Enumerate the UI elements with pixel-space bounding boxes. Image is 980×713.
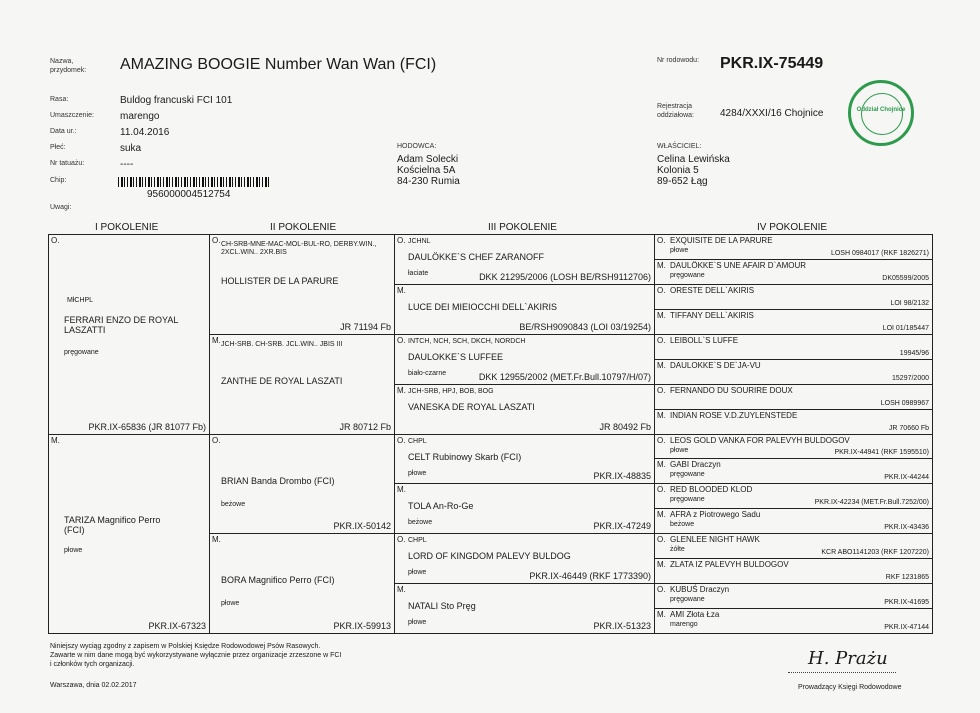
pedigree-cell-g1-1 [48,434,210,635]
gen-2-header: II POKOLENIE [270,222,337,233]
dog-color: pręgowane [670,271,705,279]
sex-marker: O. [657,236,666,245]
dog-name: AFRA z Piotrowego Sadu [670,510,761,520]
signature-line [788,672,896,673]
dog-reg: PKR.IX-67323 [148,621,206,631]
dog-reg: RKF 1231865 [885,574,929,582]
dog-name: DAULOKKE`S DE`JA-VU [670,360,761,370]
dog-color: pręgowane [670,496,705,504]
dog-reg: KCR ABO1141203 (RKF 1207220) [821,549,929,557]
pedigree-cell-g3-7 [394,583,655,634]
pedigree-cell-g4-6 [654,384,933,410]
tattoo-label: Nr tatuażu: [50,160,85,167]
breeder-street: Kościelna 5A [397,165,456,176]
dog-title: CHPL [408,537,427,545]
dog-name: HOLLISTER DE LA PARURE [221,276,339,286]
sex-marker: O. [212,435,221,445]
dog-color: pręgowane [670,471,705,479]
dog-reg: PKR.IX-44244 [884,474,929,482]
sex-marker: O. [657,585,666,595]
signature-scribble: H. Prażu [808,648,888,669]
dog-reg: PKR.IX-47144 [884,624,929,631]
disclaimer [50,642,341,669]
dog-name: BRIAN Banda Drombo (FCI) [221,475,335,486]
dog-reg: PKR.IX-48835 [593,471,651,482]
sex-marker: M. [657,360,666,370]
breeder-label: HODOWCA: [397,143,437,150]
breeder-name: Adam Solecki [397,154,459,165]
dog-name: RED BLOODED KLOD [670,485,753,495]
dog-reg: JR 70660 Fb [888,424,929,432]
dog-name: LEOS GOLD VANKA FOR PALEVYH BULDOGOV [670,435,850,445]
pedigree-cell-g4-12 [654,533,933,559]
dog-color: beżowe [221,500,246,508]
dog-reg: DKK 21295/2006 (LOSH BE/RSH9112706) [479,271,651,282]
tattoo: ---- [120,159,134,170]
pedigree-cell-g3-0 [394,234,655,285]
dog-name: FERRARI ENZO DE ROYAL LASZATTI [64,315,179,335]
sex-marker: M. [657,560,666,570]
sex-marker: O. [657,285,666,295]
chip-barcode [118,177,270,187]
sex-marker: M. [397,385,406,395]
dog-name: LUCE DEI MIEIOCCHI DELL`AKIRIS [408,301,558,312]
dog-reg: PKR.IX-50142 [333,521,391,532]
owner-name: Celina Lewińska [657,154,730,165]
pedigree-cell-g2-3 [209,533,395,634]
sex-marker: M. [657,610,666,620]
pedigree-cell-g2-0 [209,234,395,335]
sex-marker: O. [397,535,406,545]
dog-name: LEIBOLL`S LUFFE [670,335,739,345]
dog-color: płowe [64,546,83,554]
sex-marker: O. [657,335,666,345]
color-label: Umaszczenie: [50,112,94,119]
pedigree-cell-g3-2 [394,334,655,385]
pedigree-cell-g4-2 [654,284,933,310]
color: marengo [120,111,160,122]
sex-marker: M. [657,260,666,270]
dog-reg: 15297/2000 [892,374,929,382]
pedigree-cell-g2-2 [209,434,395,535]
sex-marker: M. [657,310,666,320]
pedigree-cell-g4-5 [654,359,933,385]
dog-title: MłCHPL [67,297,94,304]
sex-marker: M. [657,460,666,470]
pedigree-cell-g4-9 [654,458,933,484]
dog-title: JCH-SRB, HPJ, BOB, BOG [408,387,494,395]
dog-name: NATALI Sto Pręg [408,601,476,612]
owner-city: 89-652 Łąg [657,176,708,187]
dog-color: żółte [670,546,685,554]
dog-reg: PKR.IX-46449 (RKF 1773390) [529,571,651,582]
dog-name: GLENLEE NIGHT HAWK [670,535,760,545]
issue-date: Warszawa, dnia 02.02.2017 [50,682,137,689]
dog-reg: PKR.IX-43436 [884,524,929,532]
pedigree-cell-g4-14 [654,583,933,609]
pedigree-cell-g3-6 [394,533,655,584]
sex-marker: O. [397,335,406,345]
dog-reg: LOI 98/2132 [890,299,929,307]
club-stamp [848,80,914,146]
dog-name: GABI Draczyn [670,460,721,470]
dog-reg: PKR.IX-47249 [593,521,651,532]
sex-marker: M. [397,585,406,595]
dog-color: pręgowane [670,596,705,604]
sex-label: Płeć: [50,144,66,151]
pedigree-cell-g4-10 [654,483,933,509]
sex-marker: O. [657,535,666,545]
dog-title: INTCH, NCH, SCH, DKCH, NORDCH [408,337,526,345]
dog-title: CHPL [408,437,427,445]
pedigree-cell-g2-1 [209,334,395,435]
pedigree-number: PKR.IX-75449 [720,55,824,72]
pedigree-cell-g4-15 [654,608,933,634]
dog-name: ZANTHE DE ROYAL LASZATI [221,375,343,386]
dog-reg: JR 80712 Fb [339,421,391,432]
owner-label: WŁAŚCICIEL: [657,143,702,150]
pedigree-cell-g4-11 [654,508,933,534]
sex-marker: M. [397,285,406,295]
dog-color: pręgowane [64,349,99,356]
pedigree-cell-g4-0 [654,234,933,260]
dog-name: ZLATA IZ PALEVYH BULDOGOV [670,560,789,570]
dog-reg: PKR.IX-42234 (MET.Fr.Bull.7252/00) [814,499,929,507]
disclaimer-line-2: Zawarte w nim dane mogą być wykorzystywane wyłącznie przez organizacje zrzeszone w FCI [50,652,342,659]
dog-name: TIFFANY DELL`AKIRIS [670,310,754,320]
pedigree-cell-g3-5 [394,483,655,534]
disclaimer-line-3: i członków tych organizacji. [50,661,135,668]
dog-reg: PKR.IX-41695 [884,599,929,607]
dob: 11.04.2016 [120,127,170,138]
pedigree-cell-g3-4 [394,434,655,485]
dog-reg: PKR.IX-51323 [593,621,651,631]
owner-street: Kolonia 5 [657,165,699,176]
gen-1-header: I POKOLENIE [95,222,159,233]
dog-title: JCHNL [408,238,431,245]
dog-name: DAULÖKKE`S CHEF ZARANOFF [408,252,545,262]
gen-4-header: IV POKOLENIE [757,222,828,233]
reg-label: Nr rodowodu: [657,57,700,64]
sex-marker: M. [212,535,221,545]
sex-marker: M. [51,435,60,445]
dog-reg: LOSH 0989967 [880,399,929,407]
dog-reg: JR 71194 Fb [340,321,391,332]
dog-color: płowe [670,446,689,454]
dog-color: płowe [670,247,689,254]
chip-label: Chip: [50,177,67,184]
sex-marker: O. [657,485,666,495]
branch-registration: 4284/XXXI/16 Chojnice [720,108,824,119]
breed: Buldog francuski FCI 101 [120,95,233,106]
dog-color: biało-czarne [408,369,447,377]
dog-name: FERNANDO DU SOURIRE DOUX [670,385,793,395]
branch-label: Rejestracja oddziałowa: [657,103,694,119]
dog-title: JCH-SRB. CH-SRB. JCL.WIN.. JBIS III [221,340,343,348]
sex-marker: O. [397,435,406,445]
breed-label: Rasa: [50,96,69,103]
sex-marker: M. [657,410,666,420]
breeder-info [397,154,460,187]
sex-marker: O. [657,385,666,395]
chip-number: 956000004512754 [147,189,231,200]
pedigree-cell-g4-3 [654,309,933,335]
stamp-text: Oddział Chojnice [856,107,906,113]
dog-title: CH-SRB-MNE-MAC-MOL-BUL-RO, DERBY.WIN., 2XCL.WIN.. 2XR.BIS [221,241,377,256]
breeder-city: 84-230 Rumia [397,176,460,187]
dog-name: CELT Rubinowy Skarb (FCI) [408,451,522,462]
sex-marker: O. [51,236,60,245]
dog-name: TARIZA Magnifico Perro (FCI) [64,514,161,535]
dog-reg: PKR.IX-65836 (JR 81077 Fb) [88,421,206,432]
pedigree-cell-g4-8 [654,434,933,460]
dog-reg: JR 80492 Fb [599,421,651,432]
dog-color: beżowe [408,519,433,527]
dog-reg: PKR.IX-44941 (RKF 1595510) [834,449,929,457]
dog-color: łaciate [408,270,429,277]
dog-name: ORESTE DELL`AKIRIS [670,285,755,295]
pedigree-cell-g3-1 [394,284,655,335]
pedigree-cell-g4-4 [654,334,933,360]
dog-name: DAULÖKKE`S UNE AFAIR D`AMOUR [670,260,807,270]
dog-color: płowe [221,600,240,608]
sex-marker: M. [397,485,406,495]
pedigree-cell-g4-7 [654,409,933,435]
dog-color: beżowe [670,521,695,529]
dog-reg: DKK 12955/2002 (MET.Fr.Bull.10797/H/07) [478,371,651,382]
pedigree-cell-g4-13 [654,558,933,584]
disclaimer-line-1: Niniejszy wyciąg zgodny z zapisem w Polskiej Księdze Rodowodowej Psów Rasowych. [50,643,321,650]
dog-name: AMAZING BOOGIE Number Wan Wan (FCI) [120,56,437,73]
sex-marker: O. [657,435,666,445]
dog-reg: DK05599/2005 [882,274,929,282]
dog-reg: PKR.IX-59913 [333,621,391,631]
gen-3-header: III POKOLENIE [488,222,557,233]
dog-reg: LOSH 0984017 (RKF 1826271) [830,249,929,257]
dog-name: INDIAN ROSE V.D.ZUYLENSTEDE [670,410,798,420]
sex-marker: M. [657,510,666,520]
dog-reg: 19945/96 [899,349,929,357]
dog-reg: BE/RSH9090843 (LOI 03/19254) [519,321,651,332]
sex-marker: O. [212,236,221,245]
sex-marker: O. [397,236,406,245]
pedigree-cell-g3-3 [394,384,655,435]
dog-name: AMI Złota Łza [670,610,720,620]
pedigree-cell-g1-0 [48,234,210,435]
signature-caption: Prowadzący Księgi Rodowodowe [798,684,902,691]
dog-color: płowe [408,569,427,577]
notes-label: Uwagi: [50,204,72,211]
dog-color: płowe [408,619,427,627]
dog-reg: LOI 01/185447 [882,324,929,332]
dog-name: VANESKA DE ROYAL LASZATI [408,401,535,412]
pedigree-cell-g4-1 [654,259,933,285]
dog-name: LORD OF KINGDOM PALEVY BULDOG [408,551,571,562]
dog-color: płowe [408,469,427,477]
sex: suka [120,143,142,154]
dog-name: DAULOKKE`S LUFFEE [408,351,504,362]
dog-name: BORA Magnifico Perro (FCI) [221,575,335,586]
name-label: Nazwa, przydomek: [50,58,87,74]
dog-color: marengo [670,621,698,629]
dog-name: KUBUŚ Draczyn [670,585,730,595]
sex-marker: M. [212,335,221,345]
owner-info [657,154,730,187]
dog-name: TOLA An-Ro-Ge [408,501,474,512]
dog-name: EXQUISITE DE LA PARURE [670,236,773,245]
dob-label: Data ur.: [50,128,77,135]
